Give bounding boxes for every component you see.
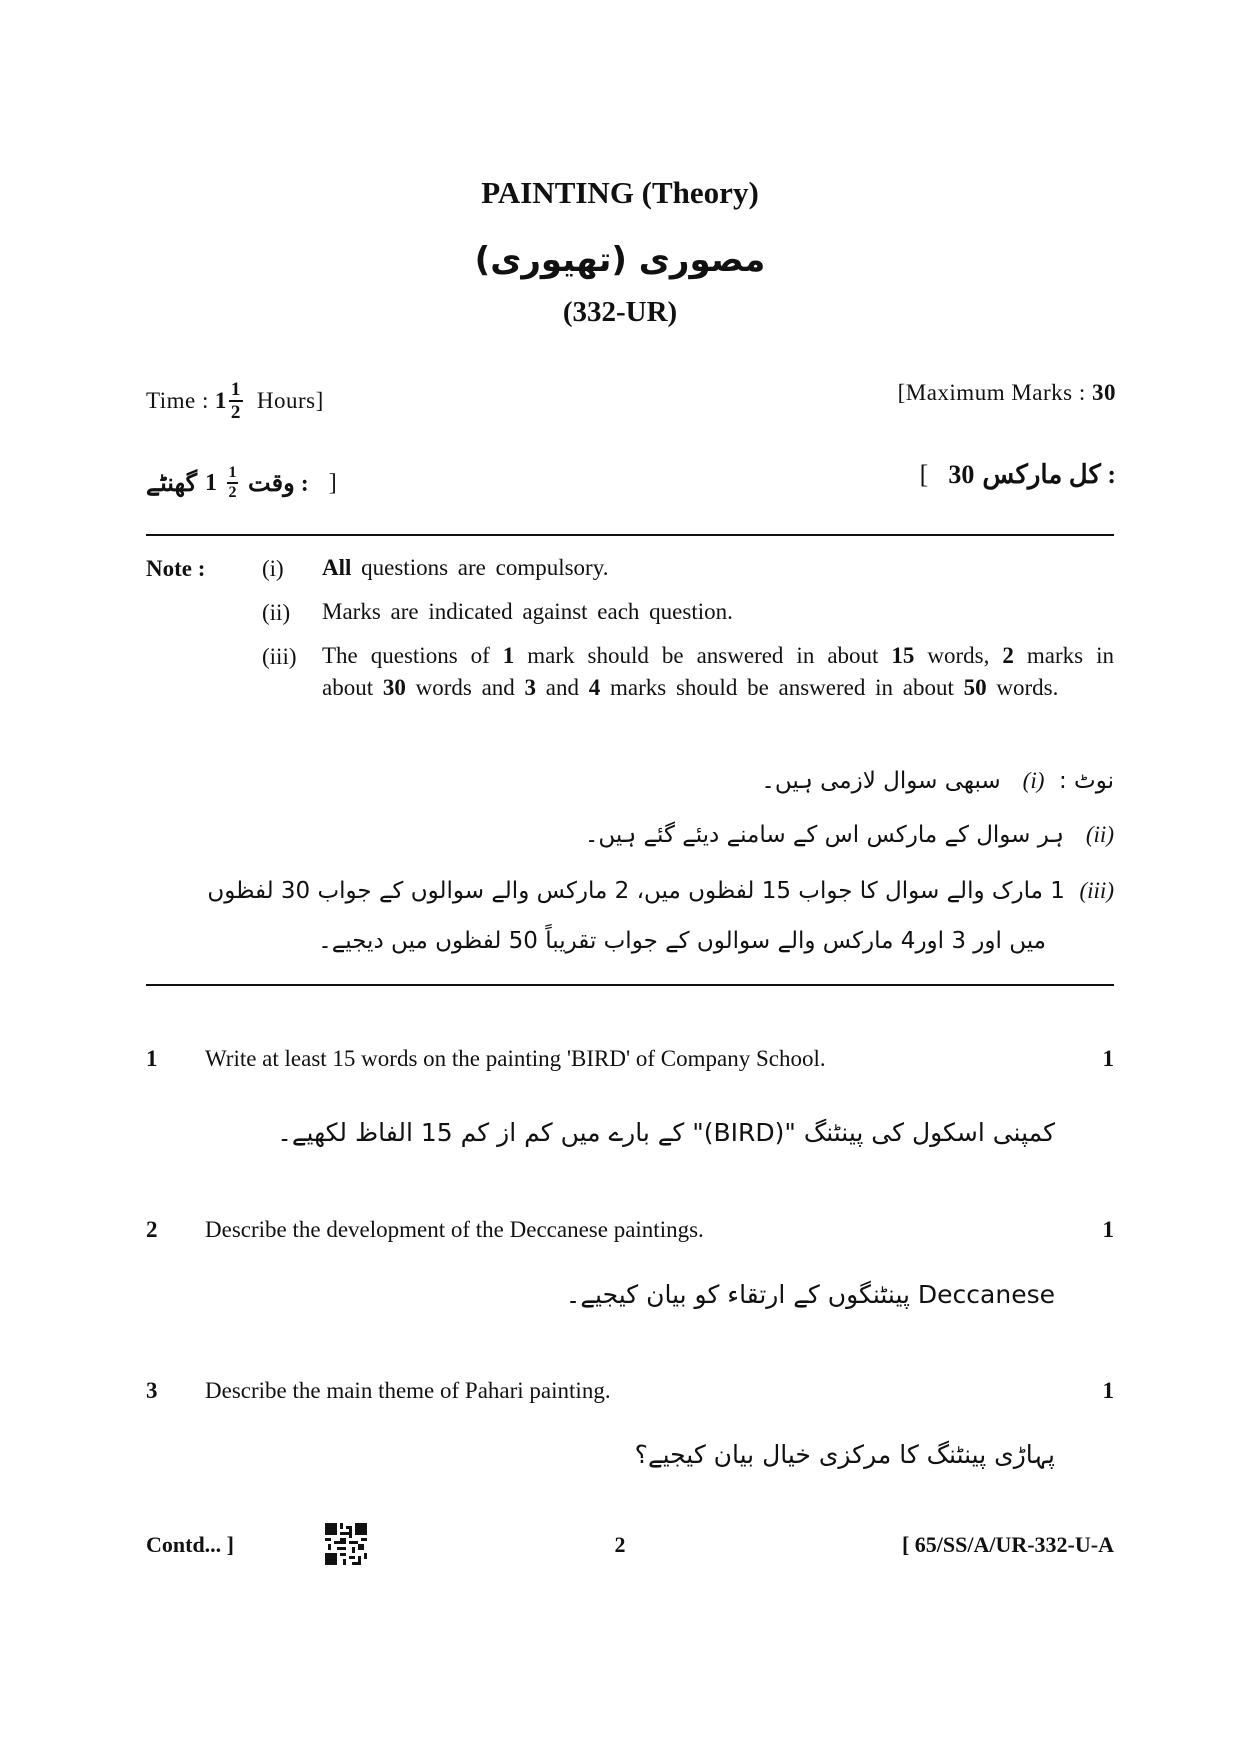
continued-label: Contd... ]	[146, 1532, 235, 1557]
emphasis-text: 4	[588, 675, 601, 700]
time-ur-whole: 1	[205, 469, 218, 496]
note-item-text: All questions are compulsory.	[322, 555, 609, 580]
question-text-urdu: پہاڑی پینٹنگ کا مرکزی خیال بیان کیجیے؟	[634, 1440, 1055, 1469]
max-marks-value: 30	[1092, 380, 1116, 405]
emphasis-text: 15	[891, 643, 915, 668]
note-item-number: (iii)	[262, 644, 297, 669]
emphasis-text: 3	[524, 675, 537, 700]
emphasis-text: 2	[1002, 643, 1014, 668]
time-ur-unit: گھنٹے	[146, 470, 198, 497]
note-item-number: (ii)	[262, 600, 291, 625]
note-item-number: (i)	[262, 556, 284, 581]
time-fraction	[229, 380, 243, 422]
question-text: Write at least 15 words on the painting 'BIRD' of Company School.	[205, 1046, 826, 1071]
time-label: Time :	[146, 388, 209, 413]
time-unit: Hours]	[256, 388, 324, 413]
note-urdu-line	[146, 878, 1114, 904]
question-number: 3	[146, 1378, 158, 1403]
time-ur-fraction	[227, 465, 238, 501]
time-denominator: 2	[230, 402, 241, 423]
question-text-urdu: Deccanese پینٹنگوں کے ارتقاء کو بیان کیجیے۔	[565, 1280, 1055, 1309]
time-ur-numerator: 1	[228, 464, 237, 481]
emphasis-text: 50	[963, 675, 987, 700]
note-urdu-text: میں اور 3 اور4 مارکس والے سوالوں کے جواب تقریباً 50 لفظوں میں دیجیے۔	[318, 928, 1046, 954]
question-text: Describe the main theme of Pahari painting.	[205, 1378, 611, 1403]
marks-ur-bracket: [	[919, 460, 929, 489]
question-number: 1	[146, 1046, 158, 1071]
paper-code: [ 65/SS/A/UR-332-U-A	[901, 1532, 1114, 1557]
question-marks: 1	[1102, 1217, 1114, 1242]
emphasis-text: 30	[382, 675, 406, 700]
question-text: Describe the development of the Deccanese paintings.	[205, 1217, 704, 1242]
time-ur-denominator: 2	[228, 484, 237, 501]
note-item-text: The questions of 1 mark should be answered in about 15 words, 2 marks in about 30 words and 3 and 4 marks should be answered in about 50 words.	[322, 643, 1114, 700]
emphasis-text: All	[322, 555, 352, 580]
note-item-text: Marks are indicated against each question.	[322, 599, 733, 624]
note-urdu-text: سبھی سوال لازمی ہیں۔	[761, 768, 1001, 794]
question-number: 2	[146, 1217, 158, 1242]
marks-ur-value: 30	[948, 460, 975, 489]
divider	[146, 534, 1114, 536]
max-marks-label: [Maximum Marks :	[897, 380, 1086, 405]
maximum-marks	[898, 380, 1116, 406]
page-number: 2	[614, 1532, 626, 1557]
note-urdu-line	[761, 768, 1114, 794]
note-urdu-label: نوٹ :	[1059, 768, 1114, 794]
note-urdu-text: 1 مارک والے سوال کا جواب 15 لفظوں میں، 2 مارکس والے سوالوں کے جواب 30 لفظوں	[207, 878, 1065, 904]
note-label: Note :	[146, 556, 206, 581]
question-text-urdu: کمپنی اسکول کی پینٹنگ "(BIRD)" کے بارے میں کم از کم 15 الفاظ لکھیے۔	[277, 1118, 1055, 1147]
marks-ur-label: کل مارکس :	[982, 460, 1116, 489]
time-numerator: 1	[230, 379, 241, 400]
divider	[146, 984, 1114, 986]
question-marks: 1	[1102, 1046, 1114, 1071]
page-title-urdu: مصوری (تھیوری)	[474, 240, 766, 280]
time-allowed	[146, 380, 324, 422]
note-urdu-number: (i)	[1022, 768, 1045, 793]
note-urdu-line	[585, 822, 1114, 848]
note-urdu-number: (iii)	[1079, 878, 1114, 903]
question-marks: 1	[1102, 1378, 1114, 1403]
note-urdu-text: ہر سوال کے مارکس اس کے سامنے دیئے گئے ہیں۔	[584, 822, 1064, 848]
time-whole: 1	[214, 388, 227, 413]
time-allowed-urdu	[146, 465, 337, 501]
subject-code: (332-UR)	[562, 296, 678, 328]
maximum-marks-urdu	[920, 460, 1116, 490]
note-urdu-line	[318, 928, 1046, 954]
emphasis-text: 1	[502, 643, 515, 668]
note-urdu-number: (ii)	[1085, 822, 1114, 847]
time-ur-bracket: ]	[328, 469, 337, 496]
page-title: PAINTING (Theory)	[481, 175, 759, 210]
time-ur-label: وقت :	[248, 470, 309, 497]
